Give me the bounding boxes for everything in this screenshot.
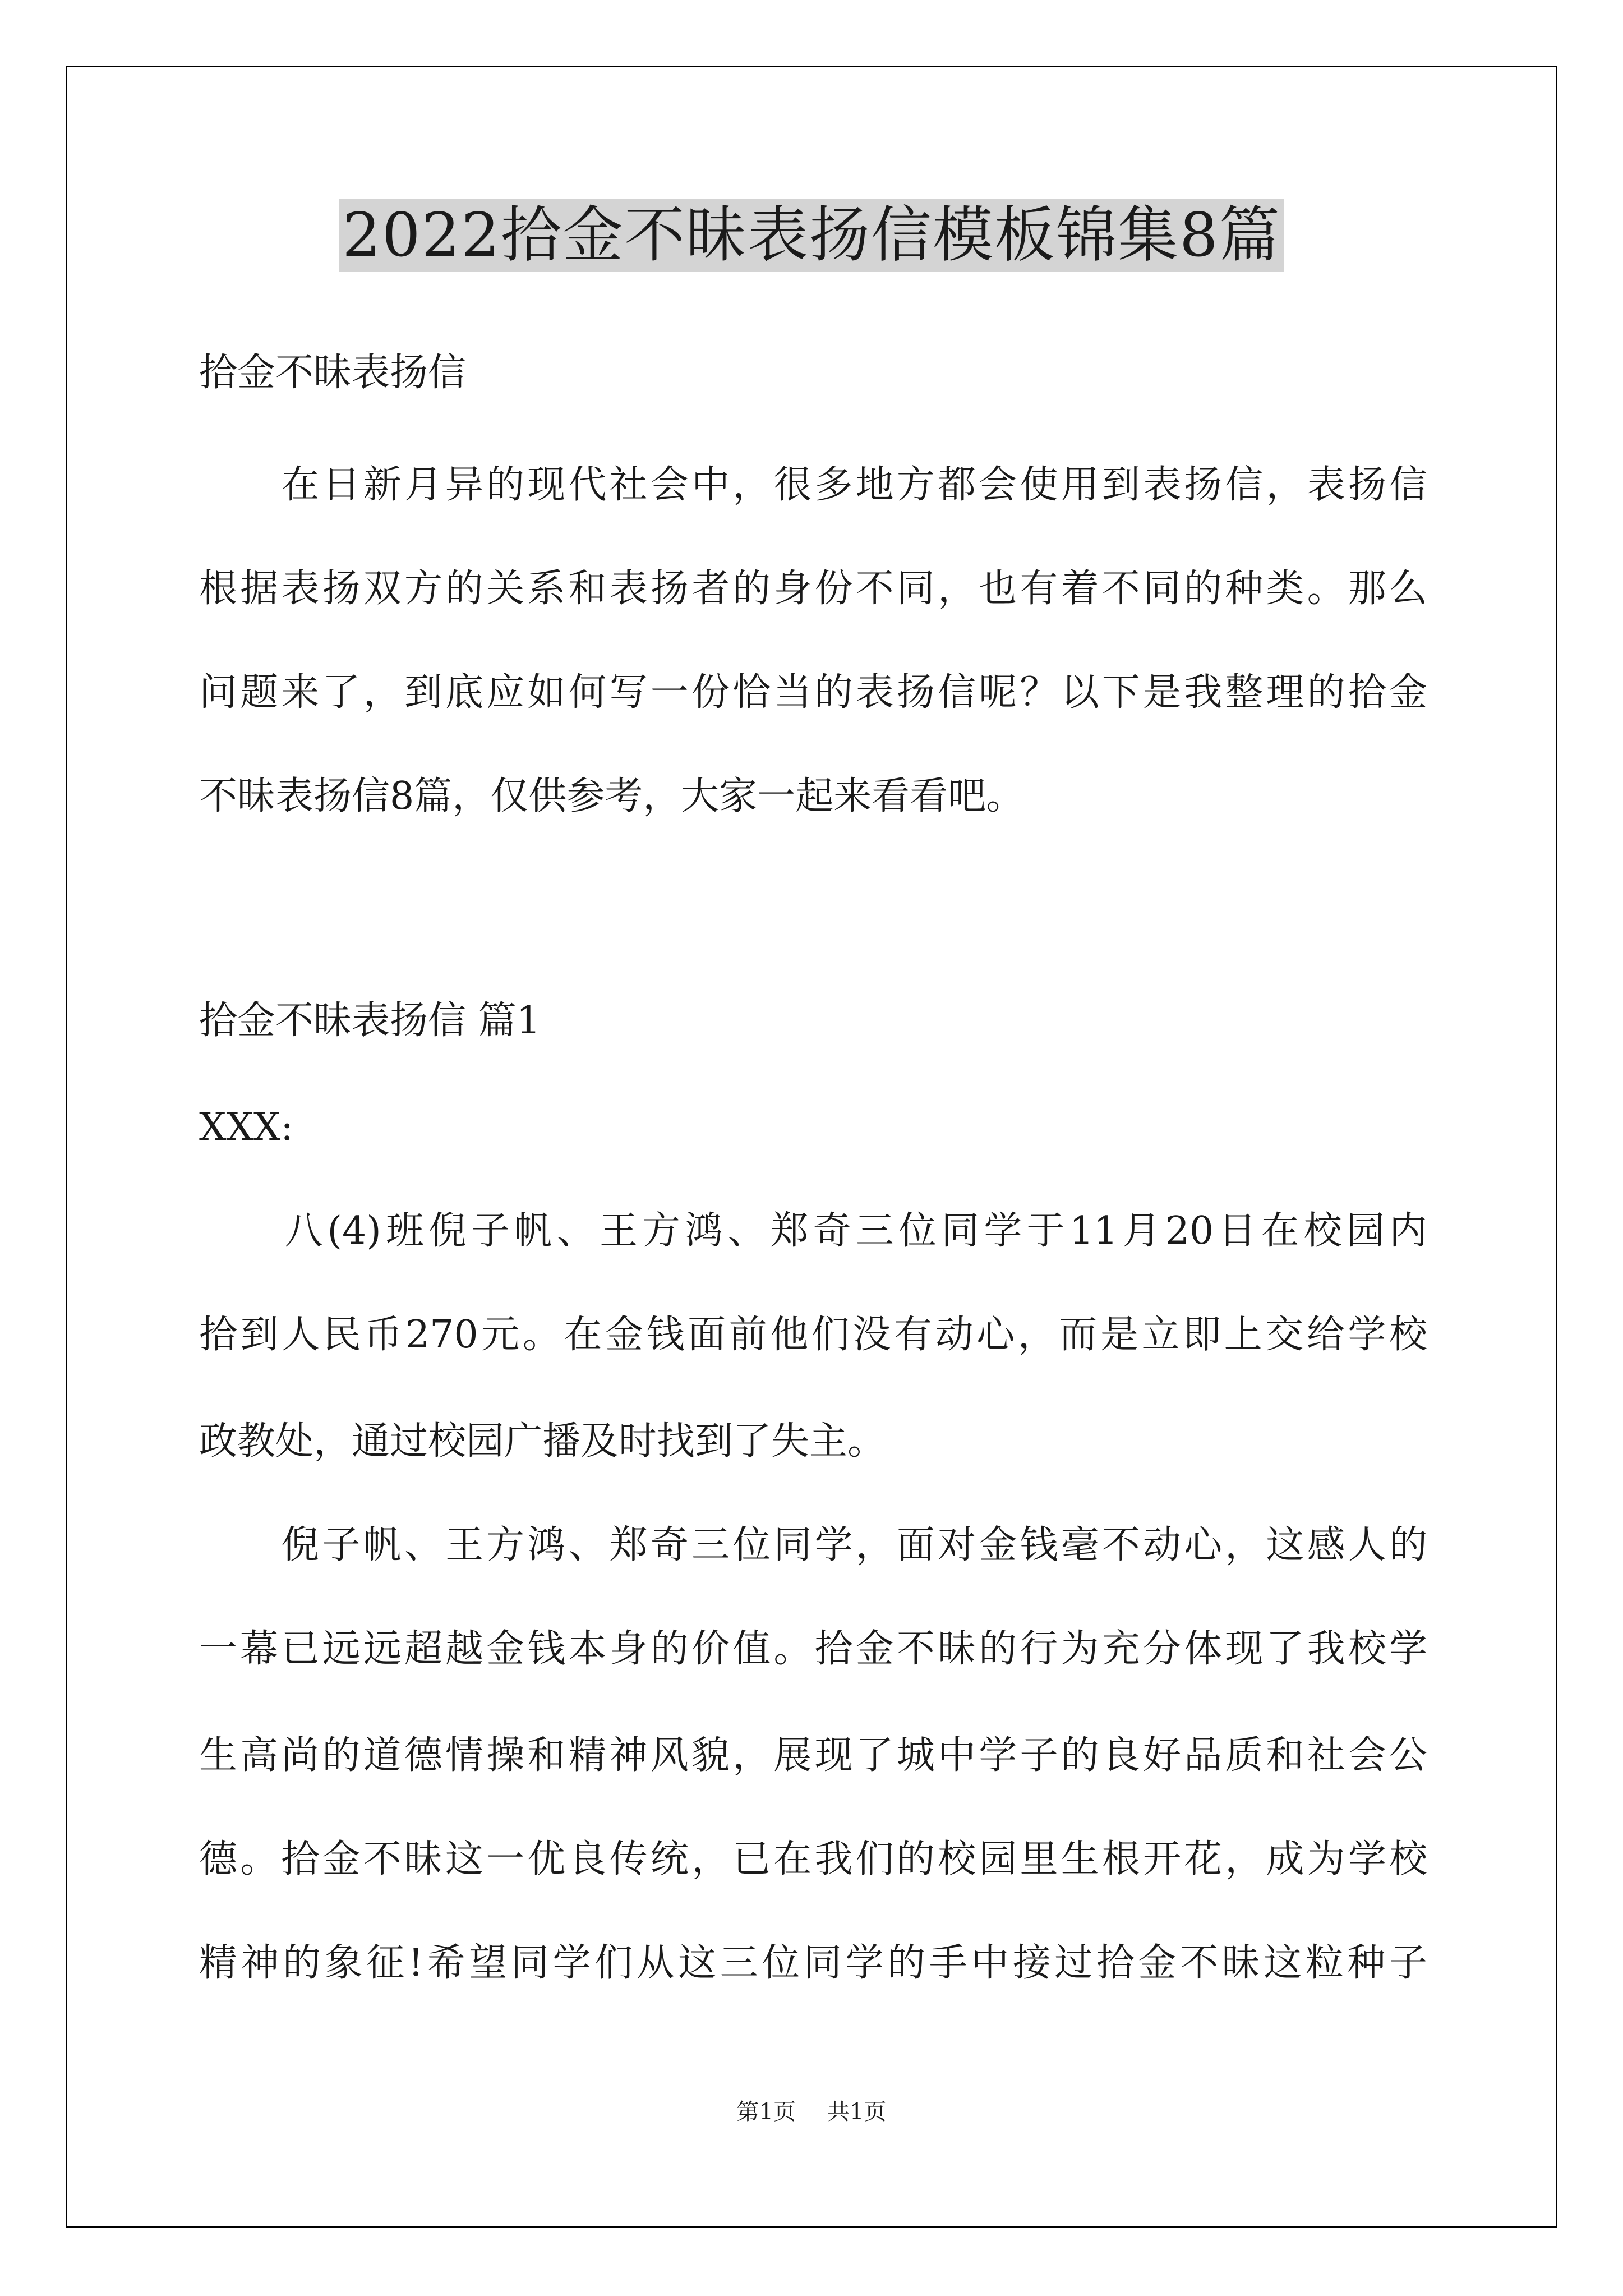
body-line-5: 一幕已远远超越金钱本身的价值。拾金不昧的行为充分体现了我校学	[199, 1627, 1427, 1671]
body-line-8: 精神的象征!希望同学们从这三位同学的手中接过拾金不昧这粒种子	[199, 1941, 1427, 1985]
title-container	[0, 199, 1623, 272]
body-line-2: 拾到人民币270元。在金钱面前他们没有动心，而是立即上交给学校	[199, 1313, 1427, 1357]
body-line-6: 生高尚的道德情操和精神风貌，展现了城中学子的良好品质和社会公	[199, 1733, 1427, 1778]
body-line-1: 八(4)班倪子帆、王方鸿、郑奇三位同学于11月20日在校园内	[199, 1209, 1427, 1253]
body-line-7: 德。拾金不昧这一优良传统，已在我们的校园里生根开花，成为学校	[199, 1837, 1427, 1881]
letter-heading: 拾金不昧表扬信	[199, 351, 467, 395]
intro-line-4: 不昧表扬信8篇，仅供参考，大家一起来看看吧。	[199, 774, 1025, 818]
body-line-4: 倪子帆、王方鸿、郑奇三位同学，面对金钱毫不动心，这感人的	[199, 1523, 1427, 1567]
body-line-3: 政教处，通过校园广播及时找到了失主。	[199, 1419, 886, 1464]
intro-line-2: 根据表扬双方的关系和表扬者的身份不同，也有着不同的种类。那么	[199, 567, 1427, 611]
page-footer	[0, 2095, 1623, 2129]
salutation: XXX:	[199, 1105, 294, 1149]
document-title: 2022拾金不昧表扬信模板锦集8篇	[339, 199, 1284, 272]
page-total: 共1页	[827, 2099, 887, 2125]
intro-line-3: 问题来了，到底应如何写一份恰当的表扬信呢？以下是我整理的拾金	[199, 670, 1427, 715]
page-number: 第1页	[736, 2099, 796, 2125]
intro-line-1: 在日新月异的现代社会中，很多地方都会使用到表扬信，表扬信	[199, 463, 1427, 507]
section-heading: 拾金不昧表扬信 篇1	[199, 999, 541, 1043]
